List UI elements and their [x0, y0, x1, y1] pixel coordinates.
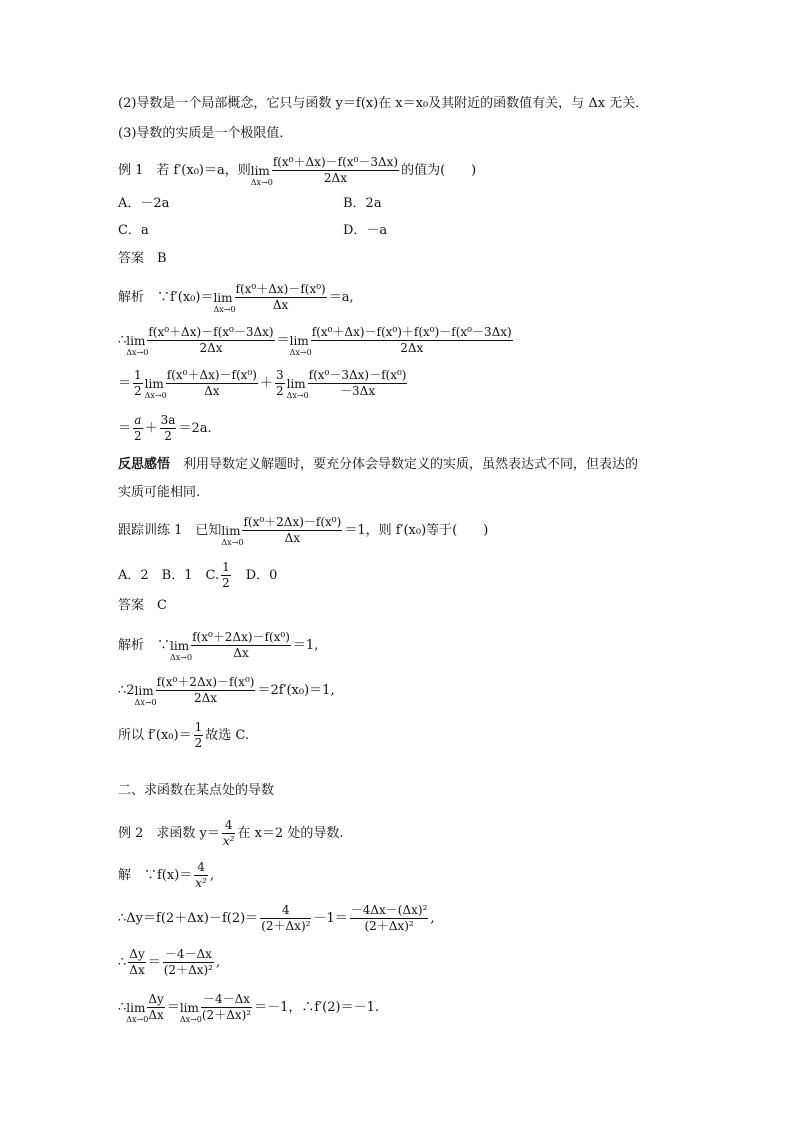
example1-solution-line4: ＝ $\frac{a}{2}$ ＋ $\frac{3a}{2}$ ＝2a. [118, 413, 212, 443]
limit-symbol: lim Δx→0 [126, 1000, 149, 1024]
limit-symbol: lim Δx→0 [126, 333, 149, 357]
example1-answer: 答案 B [118, 251, 167, 266]
limit-symbol: lim Δx→0 [134, 683, 157, 707]
example2-solution-line2: ∴Δy＝f(2＋Δx)－f(2)＝ $\frac{4}{\text{(2＋Δx)²}}$ －1＝ $\frac{\text{－4Δx－(Δx)²}}{\text{(2＋Δx)²}}$ , [118, 903, 435, 933]
limit-symbol: lim Δx→0 [289, 333, 312, 357]
example1-suffix: 的值为( ) [401, 163, 477, 178]
limit-symbol: lim Δx→0 [144, 376, 167, 400]
option-c: C．a [118, 223, 149, 238]
example1-solution-line1: 解析 ∵f′(x₀)＝lim Δx→0 $\frac{\text{f(x⁰＋Δx)－f(x⁰)}}{\Delta x}$ ＝a, [118, 282, 354, 314]
practice1-solution-line3: 所以 f′(x₀)＝ $\frac{1}{2}$ 故选 C. [118, 720, 249, 750]
section2-heading: 二、求函数在某点处的导数 [118, 783, 275, 798]
option-a: A．－2a [118, 196, 170, 211]
option-d: D．－a [343, 223, 388, 238]
limit-symbol: lim Δx→0 [221, 523, 244, 547]
example1-fraction: $\frac{\text{f(x⁰＋Δx)－f(x⁰－3Δx)}}{2\Delta x}$ [272, 155, 399, 185]
example1-prefix: 例 1 若 f′(x₀)＝a，则 [118, 163, 251, 178]
reflection-line2: 实质可能相同. [118, 485, 201, 500]
reflection-line1: 反思感悟 利用导数定义解题时，要充分体会导数定义的实质，虽然表达式不同，但表达的 [118, 457, 639, 472]
practice1-answer: 答案 C [118, 598, 167, 613]
example1-solution-line3: ＝ $\frac{1}{2}$ lim Δx→0 $\frac{\text{f(x⁰＋Δx)－f(x⁰)}}{\Delta x}$ ＋ $\frac{3}{2}$ lim Δx→0 $\frac{\text{f(x⁰－3Δx)－f(x⁰)}}{-3\Delta x}$ [118, 368, 407, 400]
limit-symbol: lim Δx→0 [250, 163, 273, 187]
option-b: B．2a [343, 196, 382, 211]
example2-solution-line4: ∴lim Δx→0 $\frac{\Delta y}{\Delta x}$ ＝lim Δx→0 $\frac{-4-\Delta x}{\text{(2＋Δx)²}}$ ＝－1，∴f′(2)＝－1. [118, 992, 379, 1024]
reflection-title: 反思感悟 [118, 457, 171, 472]
example2-solution-line1: 解 ∵f(x)＝ $\frac{4}{\text{x²}}$ , [118, 860, 215, 890]
practice1-question: 跟踪训练 1 已知lim Δx→0 $\frac{\text{f(x⁰＋2Δx)－f(x⁰)}}{\Delta x}$ ＝1，则 f′(x₀)等于( ) [118, 515, 489, 547]
example2-solution-line3: ∴ $\frac{\Delta y}{\Delta x}$ ＝ $\frac{-4-\Delta x}{\text{(2＋Δx)²}}$ , [118, 947, 221, 977]
limit-symbol: lim Δx→0 [170, 638, 193, 662]
limit-symbol: lim Δx→0 [213, 290, 236, 314]
limit-symbol: lim Δx→0 [179, 1000, 202, 1024]
practice1-solution-line1: 解析 ∵lim Δx→0 $\frac{\text{f(x⁰＋2Δx)－f(x⁰)}}{\Delta x}$ ＝1, [118, 630, 319, 662]
example1-solution-line2: ∴lim Δx→0 $\frac{\text{f(x⁰＋Δx)－f(x⁰－3Δx)}}{2\Delta x}$ ＝lim Δx→0 $\frac{\text{f(x⁰＋Δx)－f(x⁰)＋f(x⁰)－f(x⁰－3Δx)}}{2\Delta x}$ [118, 325, 512, 357]
example2-question: 例 2 求函数 y＝ $\frac{4}{\text{x²}}$ 在 x＝2 处的导数. [118, 818, 344, 848]
note-line-2: (2)导数是一个局部概念，它只与函数 y＝f(x)在 x＝x₀及其附近的函数值有关，与 Δx 无关． [118, 96, 649, 111]
practice1-solution-line2: ∴2lim Δx→0 $\frac{\text{f(x⁰＋2Δx)－f(x⁰)}}{2\Delta x}$ ＝2f′(x₀)＝1, [118, 675, 335, 707]
note-line-3: (3)导数的实质是一个极限值． [118, 126, 293, 141]
example1-question [118, 155, 476, 186]
limit-symbol: lim Δx→0 [286, 376, 309, 400]
practice1-options: A．2 B．1 C. $\frac{1}{2}$ D．0 [118, 560, 278, 590]
